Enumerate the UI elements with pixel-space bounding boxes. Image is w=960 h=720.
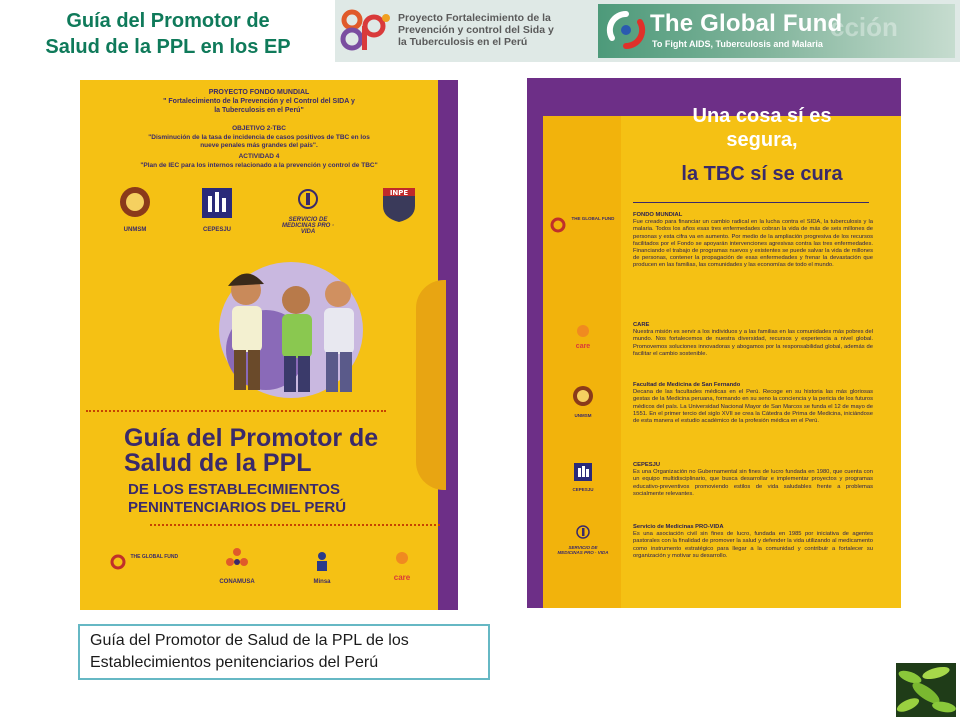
front-cover — [80, 80, 458, 610]
bc-section-heading: FONDO MUNDIAL — [633, 212, 683, 218]
bc-section-body: Es una asociación civil sin fines de lucro, fundada en 1985 por iniciativa de agentes pastorales con la finalidad de promover la salud y defender la vida utilizando al medicamento como instrumento estratégico para llegar a la comunidad y contribuir a fortalecer su organización y motivar su desarrollo. — [633, 531, 873, 559]
bc-section-heading: Servicio de Medicinas PRO-VIDA — [633, 524, 724, 530]
bacteria-image — [896, 663, 956, 717]
global-fund-name: The Global Fund — [650, 10, 843, 37]
caption-box — [78, 624, 490, 680]
bc-cepesju-label: CEPESJU — [572, 487, 594, 492]
bc-globalfund-label: THE GLOBAL FUND — [571, 216, 615, 221]
front-cover-divider-top — [86, 410, 386, 412]
conamusa-logo — [210, 546, 264, 585]
caption-line2: Establecimientos penitenciarios del Perú — [90, 654, 379, 671]
slide-title-line2: Salud de la PPL en los EP — [45, 36, 291, 58]
fc-objective-line: "Disminución de la tasa de incidencia de casos positivos de TBC en los — [148, 133, 370, 141]
back-cover-headline-line3: la TBC sí se cura — [681, 163, 843, 185]
bc-provida-logo — [557, 524, 609, 555]
fc-activity-line: "Plan de IEC para los internos relacionado a la prevención y control de TBC" — [140, 161, 378, 169]
bc-section-provida — [633, 524, 873, 560]
project-8p-logo — [340, 6, 392, 54]
unmsm-logo — [110, 184, 160, 233]
bc-cepesju-logo — [563, 462, 603, 492]
bc-section-care — [633, 322, 873, 358]
front-cover-title-line2: Salud de la PPL — [124, 449, 312, 477]
fc-project-line: PROYECTO FONDO MUNDIAL — [208, 89, 310, 96]
global-fund-logo-icon — [606, 10, 646, 50]
back-cover — [527, 78, 901, 608]
caption-line1: Guía del Promotor de Salud de la PPL de los — [90, 632, 409, 649]
bc-section-body: Fue creado para financiar un cambio radical en la lucha contra el SIDA, la tuberculosis y la malaria. Todos los años esas tres enfermedades cobran la vida de más de seis millones de personas y esta cifra va en aumento. Por medio de la ampliación progresiva de los recursos facilitados por el Fondo se apoyarán intervenciones agresivas contra las tres enfermedades. Financiando el trabajo de programas nuevos y existentes se puede salvar la vida de millones de personas, contener la propagación de esas enfermedades y frenar la devastación que producen en las familias, las comunidades y las economías de todo el mundo. — [633, 219, 873, 269]
bc-section-fondo-mundial — [633, 212, 873, 270]
fc-project-line: " Fortalecimiento de la Prevención y el Control del SIDA y — [163, 98, 355, 105]
caption-text — [90, 630, 482, 674]
front-cover-activity — [80, 153, 438, 170]
front-cover-project — [80, 88, 438, 115]
provida-logo — [276, 188, 340, 235]
bc-provida-label: SERVICIO DE MEDICINAS PRO · VIDA — [557, 545, 609, 555]
slide-title — [8, 8, 328, 60]
project-line: Prevención y control del Sida y — [398, 24, 554, 36]
promoters-illustration — [196, 250, 376, 400]
bc-section-heading: CEPESJU — [633, 462, 661, 468]
front-cover-subtitle-line1: DE LOS ESTABLECIMIENTOS — [128, 481, 340, 498]
minsa-logo — [298, 550, 346, 585]
front-cover-tab — [416, 280, 446, 490]
slide-title-line1: Guía del Promotor de — [66, 10, 270, 32]
bc-section-heading: Facultad de Medicina de San Fernando — [633, 382, 741, 388]
project-line: la Tuberculosis en el Perú — [398, 36, 528, 48]
bc-section-body: Es una Organización no Gubernamental sin fines de lucro fundada en 1980, que cuenta con un equipo multidisciplinario, que busca desarrollar e implementar proyectos y programas educativo-preventivos promoviendo estilos de vida saludables frente a problemas socialmente relevantes. — [633, 469, 873, 497]
fc-activity-line: ACTIVIDAD 4 — [238, 153, 280, 160]
project-text — [398, 12, 593, 48]
bc-section-cepesju — [633, 462, 873, 498]
fc-objective-line: OBJETIVO 2-TBC — [232, 125, 286, 132]
project-line: Proyecto Fortalecimiento de la — [398, 12, 551, 24]
front-cover-objective — [80, 125, 438, 151]
global-fund-subtitle: To Fight AIDS, Tuberculosis and Malaria — [652, 39, 823, 49]
unmsm-logo-label: UNMSM — [123, 227, 147, 233]
bc-section-body: Nuestra misión es servir a los individuos y a las familias en las comunidades más pobres del mundo. Nos fortalecemos de nuestra diversidad, recursos y experiencia a nivel global. Promovemos soluciones innovadoras y abogamos por la responsabilidad global, además de facilitar el cambio sostenible. — [633, 329, 873, 357]
bc-unmsm-logo — [565, 384, 601, 418]
back-cover-rule — [633, 202, 869, 203]
bc-care-label: care — [575, 343, 591, 350]
front-cover-title-line1: Guía del Promotor de — [124, 424, 379, 452]
conamusa-logo-label: CONAMUSA — [219, 579, 255, 585]
fc-globalfund-label: THE GLOBAL FUND — [130, 554, 179, 560]
bc-section-body: Decana de las facultades médicas en el Perú. Recoge en su historia las más gloriosas gestas de la Medicina peruana, formando en su seno la conciencia y la pericia de los futuros médicos del país. La Universidad Nacional Mayor de San Marcos se funda el 12 de mayo de 1551. En el primer tercio del siglo XVII se crea la Cátedra de Prima de Medicina, iniciándose de esta manera el estudio académico de la profesión médica en el Perú. — [633, 389, 873, 425]
inpe-logo — [376, 184, 422, 229]
inpe-logo-label: INPE — [389, 189, 409, 197]
provida-logo-label: SERVICIO DE MEDICINAS PRO · VIDA — [281, 217, 334, 235]
back-cover-headline-line1: Una cosa sí es — [692, 105, 832, 127]
fc-project-line: la Tuberculosis en el Perú" — [214, 107, 304, 114]
minsa-logo-label: Minsa — [313, 579, 331, 585]
front-cover-subtitle-line2: PENINTENCIARIOS DEL PERÚ — [128, 499, 347, 516]
cepesju-logo-label: CEPESJU — [202, 227, 231, 233]
bc-care-logo — [563, 324, 603, 350]
bc-globalfund-logo — [549, 216, 619, 239]
back-cover-purple-strip — [527, 78, 543, 608]
bc-section-san-fernando — [633, 382, 873, 425]
fc-care-logo — [382, 550, 422, 582]
global-fund-watermark: cción — [830, 12, 898, 42]
bc-section-heading: CARE — [633, 322, 650, 328]
back-cover-headline-line2: segura, — [726, 129, 798, 151]
fc-care-logo-label: care — [393, 573, 411, 582]
fc-objective-line: nueve penales más grandes del país". — [200, 142, 318, 149]
front-cover-divider-bottom — [150, 524, 440, 526]
cepesju-logo — [192, 186, 242, 233]
bc-unmsm-label: UNMSM — [574, 413, 592, 418]
fc-globalfund-logo — [110, 554, 180, 575]
